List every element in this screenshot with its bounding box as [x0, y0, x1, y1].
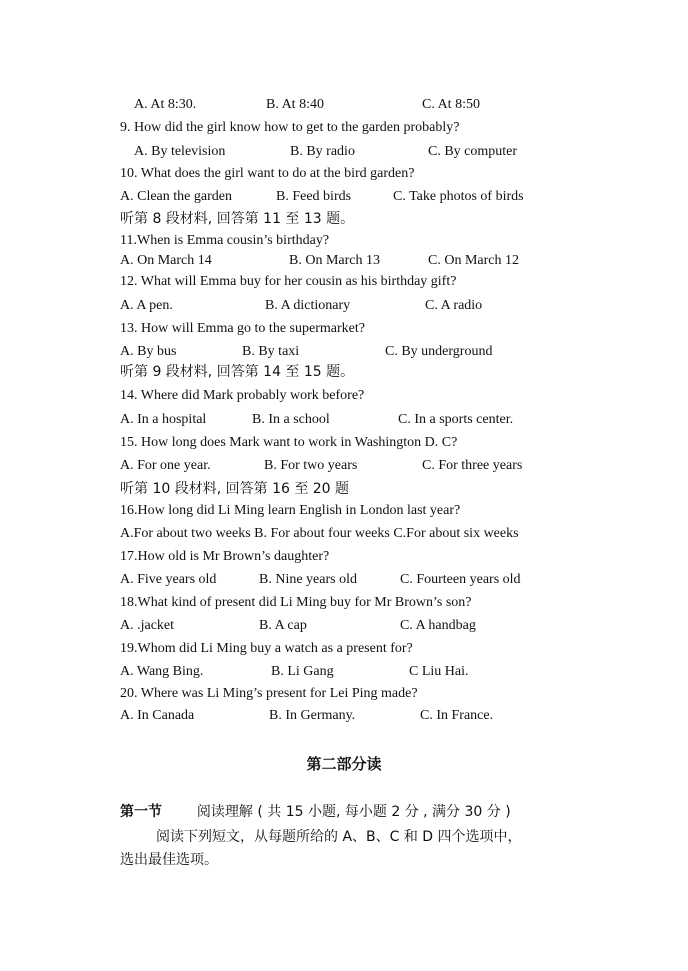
answer-option: C. At 8:50: [422, 97, 480, 112]
section-text: 阅读理解 ( 共 15 小题, 每小题 2 分 , 满分 30 分 ): [196, 804, 511, 820]
question-text: 18.What kind of present did Li Ming buy for Mr Brown’s son?: [120, 595, 472, 610]
question-text: 14. Where did Mark probably work before?: [120, 388, 365, 403]
answer-option: C. In France.: [420, 708, 494, 723]
answer-option: A. Wang Bing.: [120, 664, 204, 679]
answer-option: C. By computer: [428, 144, 518, 159]
answer-option: A. Five years old: [120, 572, 217, 587]
part-title: 第二部分读: [306, 755, 382, 773]
question-text: 9. How did the girl know how to get to the garden probably?: [120, 120, 460, 135]
answer-option: B. In a school: [252, 412, 330, 427]
answer-option: C. Fourteen years old: [400, 572, 521, 587]
answer-option: A. .jacket: [120, 618, 175, 633]
question-text: A.For about two weeks B. For about four weeks C.For about six weeks: [120, 526, 519, 541]
answer-option: B. For two years: [264, 458, 358, 473]
answer-option: B. A dictionary: [265, 298, 351, 313]
answer-option: B. By taxi: [242, 344, 300, 359]
answer-option: B. By radio: [290, 144, 355, 159]
question-text: 16.How long did Li Ming learn English in London last year?: [120, 503, 461, 518]
answer-option: C. Take photos of birds: [393, 189, 524, 204]
answer-option: A. By bus: [120, 344, 177, 359]
answer-option: C. On March 12: [428, 253, 519, 268]
listening-instruction: 听第 8 段材料, 回答第 11 至 13 题。: [120, 211, 355, 227]
question-text: 11.When is Emma cousin’s birthday?: [120, 233, 330, 248]
question-text: 13. How will Emma go to the supermarket?: [120, 321, 365, 336]
listening-instruction: 听第 9 段材料, 回答第 14 至 15 题。: [120, 364, 355, 380]
answer-option: A. A pen.: [120, 298, 173, 313]
answer-option: A. By television: [134, 144, 226, 159]
answer-option: A. For one year.: [120, 458, 211, 473]
answer-option: A. On March 14: [120, 253, 212, 268]
answer-option: B. At 8:40: [266, 97, 324, 112]
answer-option: C Liu Hai.: [409, 664, 469, 679]
answer-option: A. Clean the garden: [120, 189, 232, 204]
answer-option: B. Nine years old: [259, 572, 357, 587]
question-text: 10. What does the girl want to do at the bird garden?: [120, 166, 415, 181]
answer-option: C. By underground: [385, 344, 493, 359]
instruction-line-1: 阅读下列短文，从每题所给的 A、B、C 和 D 四个选项中，: [156, 829, 522, 845]
answer-option: B. In Germany.: [269, 708, 356, 723]
instruction-line-2: 选出最佳选项。: [120, 852, 218, 868]
question-text: 12. What will Emma buy for her cousin as his birthday gift?: [120, 274, 457, 289]
question-text: 19.Whom did Li Ming buy a watch as a present for?: [120, 641, 413, 656]
answer-option: B. Feed birds: [276, 189, 352, 204]
answer-option: C. For three years: [422, 458, 523, 473]
question-text: 20. Where was Li Ming’s present for Lei Ping made?: [120, 686, 418, 701]
answer-option: B. Li Gang: [271, 664, 334, 679]
listening-instruction: 听第 10 段材料, 回答第 16 至 20 题: [120, 481, 350, 497]
answer-option: B. On March 13: [289, 253, 380, 268]
answer-option: A. In Canada: [120, 708, 195, 723]
question-text: 15. How long does Mark want to work in Washington D. C?: [120, 435, 458, 450]
answer-option: C. In a sports center.: [398, 412, 514, 427]
section-heading: [120, 802, 511, 822]
answer-option: A. In a hospital: [120, 412, 207, 427]
answer-option: B. A cap: [259, 618, 307, 633]
answer-option: C. A radio: [425, 298, 483, 313]
answer-option: A. At 8:30.: [134, 97, 197, 112]
answer-option: C. A handbag: [400, 618, 476, 633]
section-label: 第一节: [120, 804, 162, 820]
question-text: 17.How old is Mr Brown’s daughter?: [120, 549, 330, 564]
